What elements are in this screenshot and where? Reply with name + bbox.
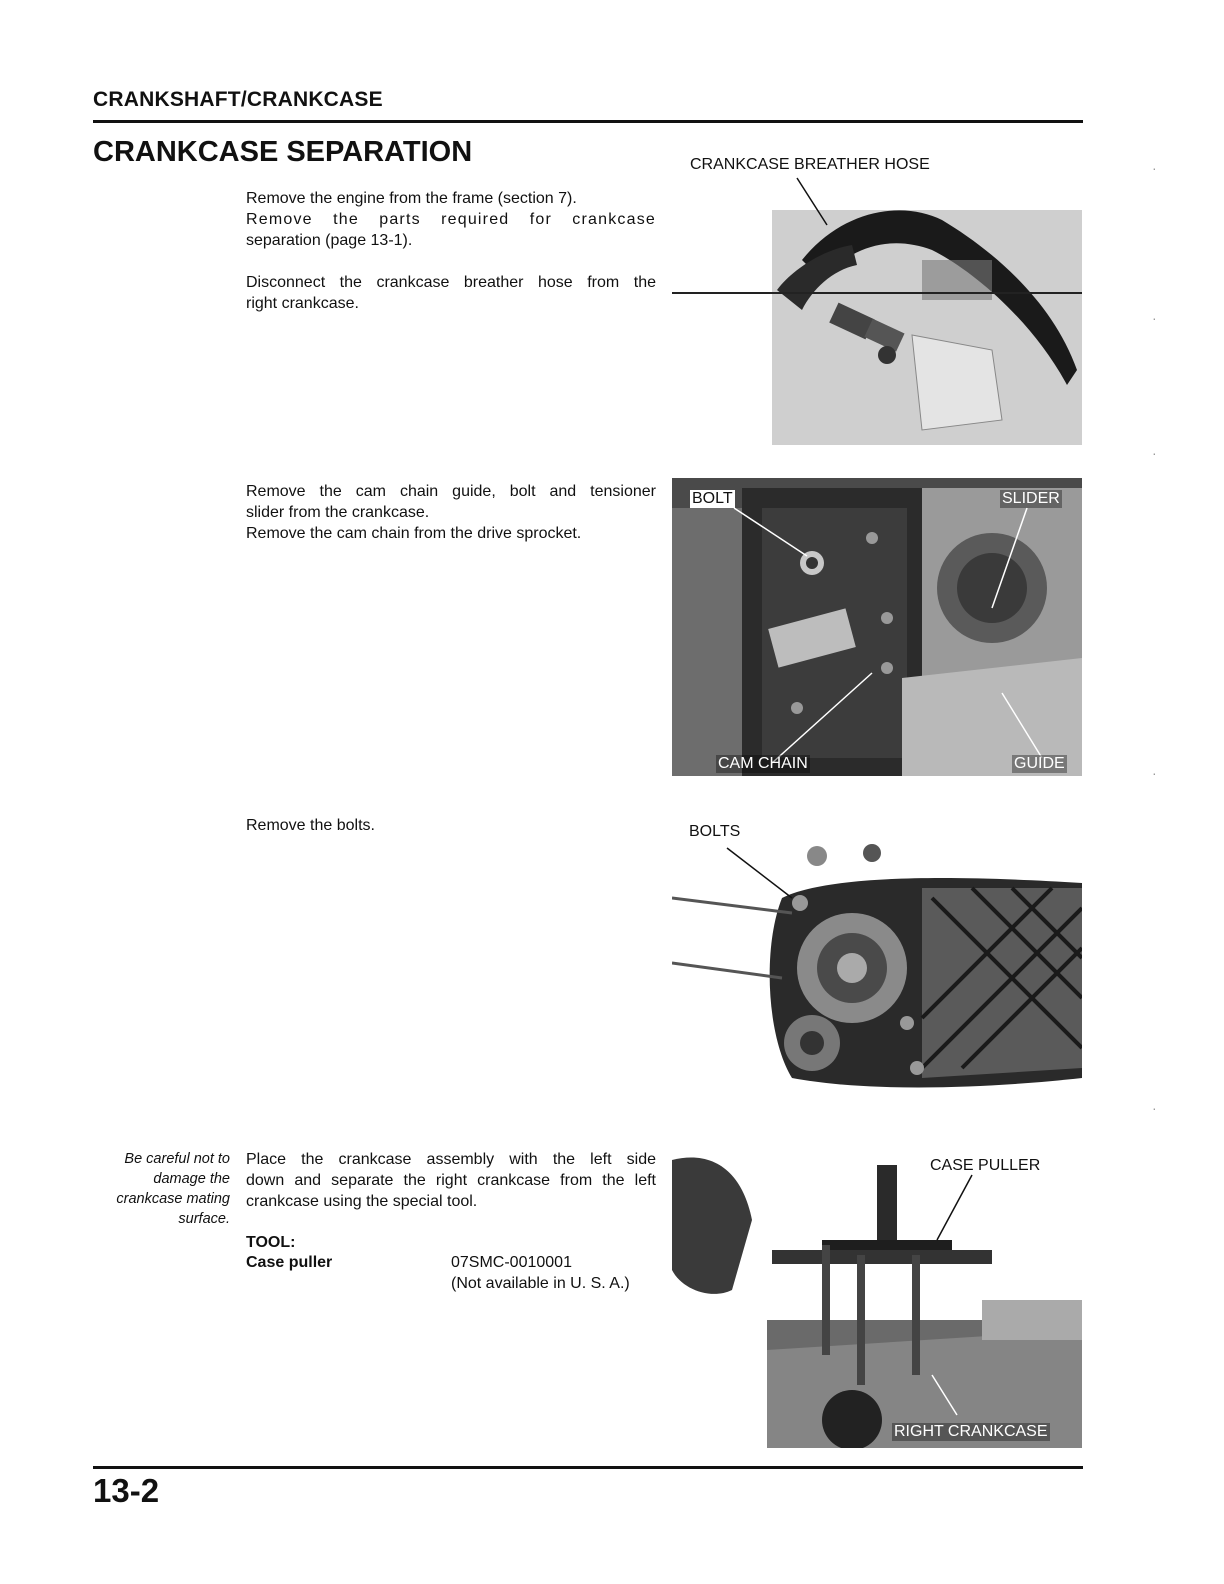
top-rule: [93, 120, 1083, 123]
step-1-line-5: right crankcase.: [246, 295, 359, 312]
step-1-line-3: separation (page 13-1).: [246, 232, 413, 249]
bottom-rule: [93, 1466, 1083, 1469]
case-puller-photo: [672, 1150, 1082, 1448]
section-header: CRANKSHAFT/CRANKCASE: [93, 88, 383, 111]
step-4-line-1: Place the crankcase assembly with the left side: [246, 1151, 656, 1168]
caution-line-3: crankcase mating: [116, 1191, 230, 1207]
label-crankcase-breather-hose: CRANKCASE BREATHER HOSE: [690, 156, 930, 173]
caution-line-4: surface.: [178, 1211, 230, 1227]
label-right-crankcase: RIGHT CRANKCASE: [894, 1423, 1048, 1440]
cam-chain-photo: [672, 478, 1082, 776]
caution-note: [95, 1149, 230, 1229]
caution-line-1: Be careful not to: [124, 1151, 230, 1167]
step-2-line-2: slider from the crankcase.: [246, 504, 430, 521]
label-cam-chain: CAM CHAIN: [718, 755, 808, 772]
tool-name: Case puller: [246, 1254, 333, 1271]
breather-hose-photo: [672, 150, 1082, 445]
margin-mark: ·: [1152, 765, 1157, 781]
figure-breather-hose: [672, 150, 1082, 445]
step-3-line-1: Remove the bolts.: [246, 817, 375, 834]
margin-mark: ·: [1152, 445, 1157, 461]
step-1-line-1: Remove the engine from the frame (section 7).: [246, 190, 577, 207]
step-4-text: [246, 1149, 656, 1212]
tool-number: 07SMC-0010001: [451, 1254, 572, 1271]
step-2-line-1: Remove the cam chain guide, bolt and tensioner: [246, 483, 656, 500]
step-1-text: [246, 188, 656, 314]
tool-availability-note: (Not available in U. S. A.): [451, 1275, 630, 1292]
step-1-line-2: Remove the parts required for crankcase: [246, 211, 656, 228]
margin-mark: ·: [1152, 160, 1157, 176]
step-4-line-2: down and separate the right crankcase from the left: [246, 1172, 656, 1189]
label-case-puller: CASE PULLER: [930, 1157, 1041, 1174]
step-2-text: [246, 481, 656, 544]
label-bolt: BOLT: [692, 490, 733, 507]
step-2-line-3: Remove the cam chain from the drive sprocket.: [246, 525, 582, 542]
step-3-text: [246, 815, 656, 836]
tool-label: TOOL:: [246, 1234, 296, 1251]
page-title: CRANKCASE SEPARATION: [93, 136, 473, 168]
label-bolts: BOLTS: [689, 823, 741, 840]
step-4-line-3: crankcase using the special tool.: [246, 1193, 478, 1210]
label-guide: GUIDE: [1014, 755, 1065, 772]
label-slider: SLIDER: [1002, 490, 1060, 507]
figure-cam-chain: [672, 478, 1082, 776]
caution-line-2: damage the: [153, 1171, 230, 1187]
page-number: 13-2: [93, 1472, 160, 1509]
margin-mark: ·: [1152, 1100, 1157, 1116]
bolts-photo: [672, 818, 1082, 1113]
figure-case-puller: [672, 1150, 1082, 1448]
margin-mark: ·: [1152, 310, 1157, 326]
step-1-line-4: Disconnect the crankcase breather hose from the: [246, 274, 656, 291]
figure-bolts: [672, 818, 1082, 1113]
